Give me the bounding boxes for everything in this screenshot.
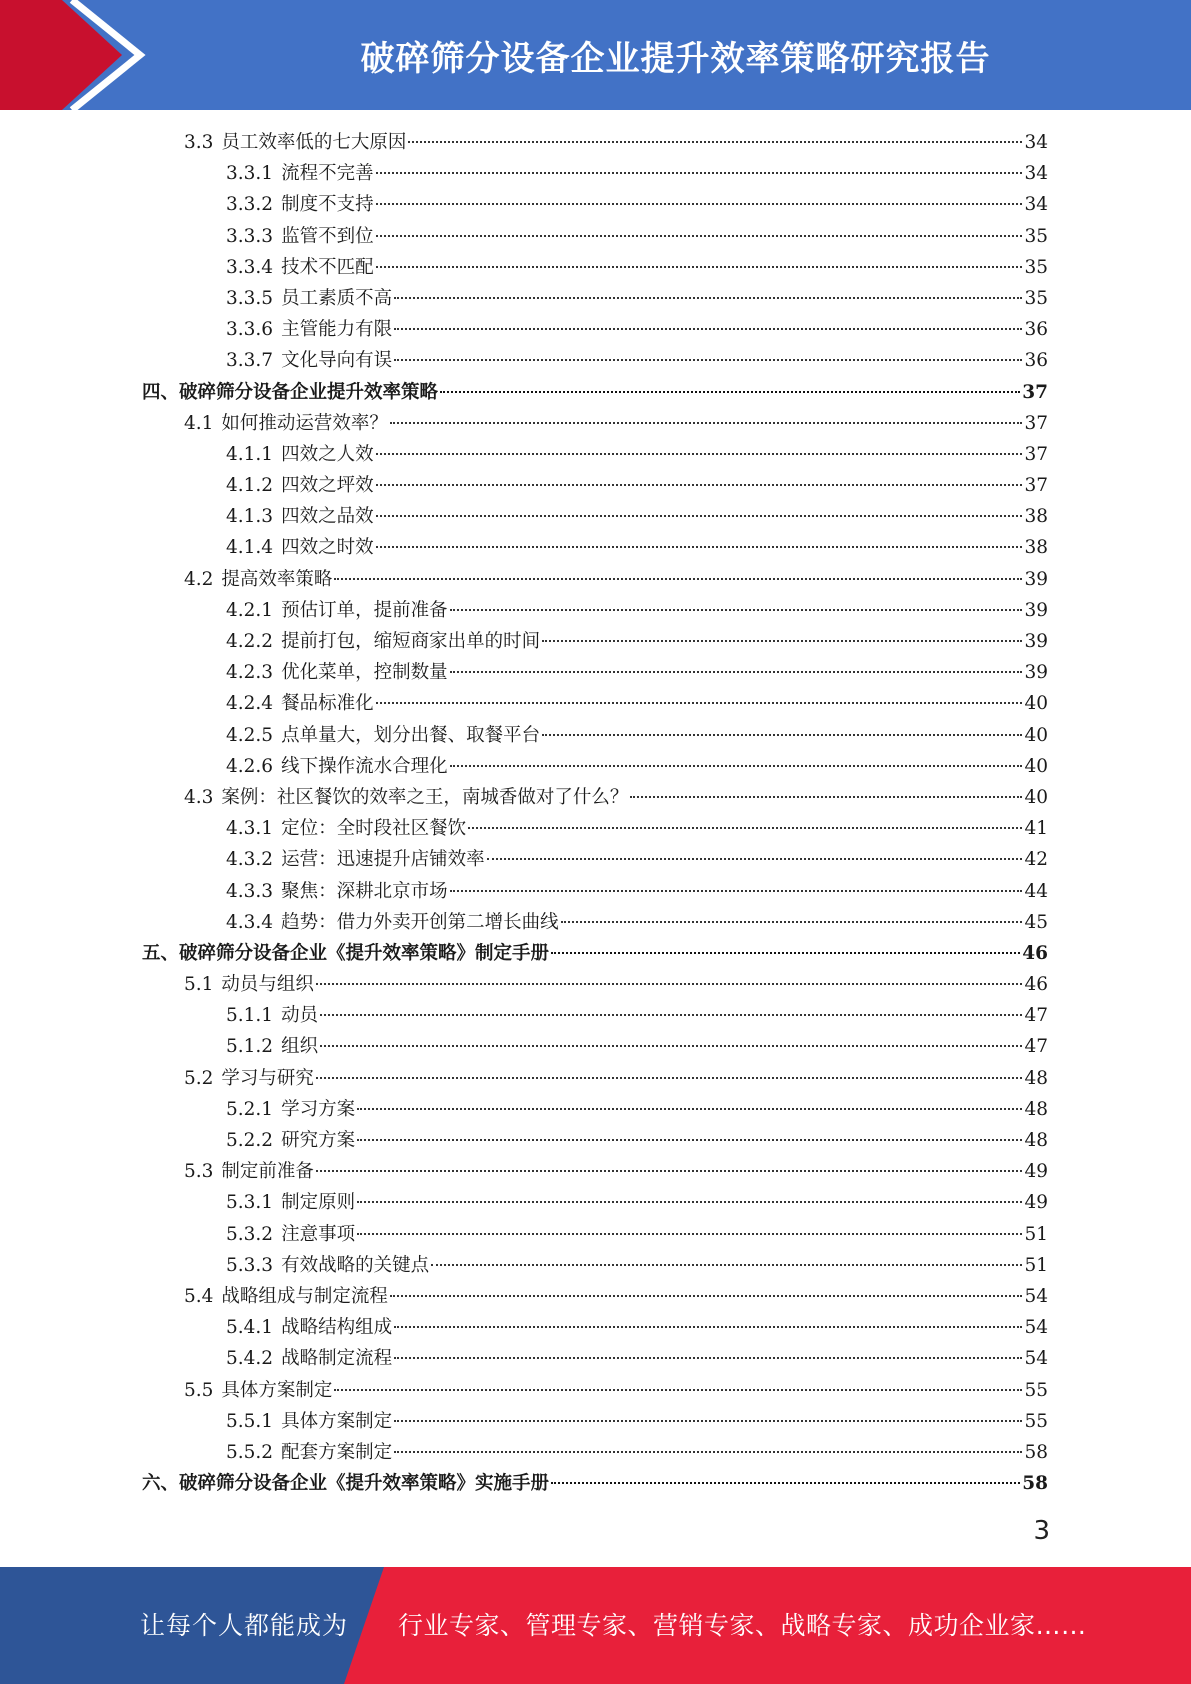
toc-entry-page: 49 <box>1024 1192 1048 1214</box>
toc-entry-title: 如何推动运营效率？ <box>221 412 388 434</box>
toc-dot-leader <box>320 1044 1022 1047</box>
toc-entry-title: 四效之时效 <box>281 537 374 559</box>
toc-entry-number: 4.3.4 <box>226 911 274 933</box>
toc-entry-number: 4.2 <box>184 568 214 590</box>
toc-dot-leader <box>376 514 1023 517</box>
toc-entry[interactable] <box>142 720 1048 751</box>
toc-entry-page: 45 <box>1024 911 1048 933</box>
toc-entry-title: 破碎筛分设备企业《提升效率策略》实施手册 <box>179 1473 550 1495</box>
toc-entry-title: 动员 <box>281 1005 319 1027</box>
toc-entry-number: 5.5.2 <box>226 1441 274 1463</box>
toc-entry-title: 战略结构组成 <box>281 1317 393 1339</box>
toc-entry-page: 58 <box>1022 1473 1048 1495</box>
toc-dot-leader <box>376 701 1023 704</box>
toc-entry-number: 5.2.1 <box>226 1098 274 1120</box>
toc-entry-title: 提前打包，缩短商家出单的时间 <box>281 631 541 652</box>
toc-entry-page: 38 <box>1024 506 1048 528</box>
toc-dot-leader <box>431 1263 1022 1266</box>
toc-entry[interactable] <box>142 564 1048 595</box>
toc-entry-number: 5.3.1 <box>226 1192 274 1214</box>
header-red-chevron <box>0 0 122 110</box>
toc-entry-number: 4.2.4 <box>226 693 274 715</box>
toc-entry[interactable] <box>142 377 1048 408</box>
toc-entry-title: 点单量大，划分出餐、取餐平台 <box>281 724 541 746</box>
toc-entry[interactable] <box>142 1063 1048 1094</box>
toc-dot-leader <box>450 889 1023 892</box>
toc-entry-number: 5.1.2 <box>226 1036 274 1058</box>
toc-entry-number: 3.3 <box>184 132 214 153</box>
toc-entry-title: 配套方案制定 <box>281 1441 393 1463</box>
toc-entry-page: 40 <box>1024 724 1048 746</box>
toc-entry-page: 46 <box>1022 942 1048 964</box>
toc-entry-number: 4.3.2 <box>226 849 274 871</box>
toc-entry[interactable] <box>142 1031 1048 1062</box>
toc-entry-number: 3.3.7 <box>226 350 274 372</box>
toc-entry[interactable] <box>142 408 1048 439</box>
toc-entry-number: 5.4.2 <box>226 1348 274 1370</box>
toc-entry-page: 51 <box>1024 1223 1048 1245</box>
toc-entry-title: 破碎筛分设备企业提升效率策略 <box>179 381 439 403</box>
toc-entry[interactable] <box>142 751 1048 782</box>
toc-entry-number: 4.2.6 <box>226 755 274 777</box>
toc-dot-leader <box>394 1419 1022 1422</box>
toc-entry-number: 3.3.4 <box>226 256 274 278</box>
toc-entry-number: 4.2.2 <box>226 631 274 652</box>
toc-dot-leader <box>376 265 1023 268</box>
toc-entry[interactable] <box>142 688 1048 719</box>
toc-entry-page: 48 <box>1024 1098 1048 1120</box>
toc-entry-number: 3.3.6 <box>226 319 274 341</box>
toc-entry-page: 34 <box>1024 194 1048 216</box>
toc-entry[interactable] <box>142 532 1048 563</box>
header-arrow-decoration <box>0 0 160 110</box>
toc-entry-page: 54 <box>1024 1285 1048 1307</box>
toc-entry-title: 制定前准备 <box>221 1161 314 1183</box>
toc-entry[interactable] <box>142 314 1048 345</box>
toc-entry-page: 37 <box>1024 412 1048 434</box>
toc-entry-number: 4.3 <box>184 786 214 808</box>
report-title: 破碎筛分设备企业提升效率策略研究报告 <box>360 38 991 79</box>
footer-banner <box>0 1567 1191 1684</box>
toc-entry-title: 战略制定流程 <box>281 1348 393 1370</box>
toc-dot-leader <box>450 608 1023 611</box>
toc-entry-number: 3.3.1 <box>226 163 274 185</box>
toc-entry-number: 5.3.2 <box>226 1223 274 1245</box>
toc-dot-leader <box>390 1294 1023 1297</box>
toc-dot-leader <box>376 483 1023 486</box>
toc-entry[interactable] <box>142 1187 1048 1218</box>
toc-dot-leader <box>394 1356 1022 1359</box>
toc-entry-number: 5.5.1 <box>226 1410 274 1432</box>
toc-entry[interactable] <box>142 876 1048 907</box>
toc-entry-page: 40 <box>1024 786 1048 808</box>
toc-dot-leader <box>394 296 1022 299</box>
toc-entry[interactable] <box>142 657 1048 688</box>
toc-dot-leader <box>487 857 1023 860</box>
footer-slogan-right: 行业专家、管理专家、营销专家、战略专家、成功企业家…… <box>398 1611 1087 1640</box>
toc-entry[interactable] <box>142 345 1048 376</box>
toc-entry-title: 员工素质不高 <box>281 287 393 309</box>
toc-dot-leader <box>561 920 1023 923</box>
table-of-contents <box>142 127 1048 1499</box>
toc-entry-page: 40 <box>1024 693 1048 715</box>
toc-entry-number: 4.1 <box>184 412 214 434</box>
toc-entry[interactable] <box>142 782 1048 813</box>
toc-dot-leader <box>542 733 1022 736</box>
toc-entry-page: 47 <box>1024 1036 1048 1058</box>
toc-entry-title: 优化菜单，控制数量 <box>281 662 448 684</box>
toc-dot-leader <box>440 390 1020 393</box>
toc-entry[interactable] <box>142 938 1048 969</box>
toc-entry-page: 55 <box>1024 1379 1048 1401</box>
toc-entry-title: 具体方案制定 <box>221 1379 333 1401</box>
toc-entry-page: 51 <box>1024 1254 1048 1276</box>
toc-dot-leader <box>357 1200 1022 1203</box>
toc-entry-number: 4.3.3 <box>226 880 274 902</box>
toc-dot-leader <box>316 982 1023 985</box>
toc-entry-number: 5.2 <box>184 1067 214 1089</box>
toc-entry[interactable] <box>142 844 1048 875</box>
toc-entry-number: 3.3.2 <box>226 194 274 216</box>
toc-entry[interactable] <box>142 470 1048 501</box>
toc-entry-page: 37 <box>1024 475 1048 497</box>
toc-entry-number: 4.3.1 <box>226 818 274 840</box>
toc-dot-leader <box>320 1013 1022 1016</box>
toc-entry-page: 35 <box>1024 287 1048 309</box>
toc-entry-number: 5.5 <box>184 1379 214 1401</box>
toc-entry-title: 监管不到位 <box>281 225 374 247</box>
toc-entry-page: 40 <box>1024 755 1048 777</box>
toc-entry[interactable] <box>142 1125 1048 1156</box>
toc-dot-leader <box>357 1107 1022 1110</box>
toc-entry-title: 聚焦：深耕北京市场 <box>281 880 448 902</box>
toc-dot-leader <box>334 577 1022 580</box>
toc-dot-leader <box>551 1481 1020 1484</box>
toc-dot-leader <box>394 327 1022 330</box>
toc-entry-number: 5.3.3 <box>226 1254 274 1276</box>
toc-entry-number: 4.1.1 <box>226 443 274 465</box>
toc-dot-leader <box>376 234 1023 237</box>
toc-entry-title: 注意事项 <box>281 1223 356 1245</box>
toc-entry-title: 具体方案制定 <box>281 1410 393 1432</box>
toc-entry-page: 34 <box>1024 163 1048 185</box>
toc-entry-page: 34 <box>1024 132 1048 153</box>
toc-dot-leader <box>408 140 1022 143</box>
toc-dot-leader <box>394 1325 1022 1328</box>
toc-entry-number: 5.1 <box>184 974 214 996</box>
toc-dot-leader <box>394 1450 1022 1453</box>
toc-entry[interactable] <box>142 1343 1048 1374</box>
toc-entry-title: 学习与研究 <box>221 1067 314 1089</box>
toc-entry[interactable] <box>142 1406 1048 1437</box>
toc-entry-title: 流程不完善 <box>281 163 374 185</box>
toc-entry-number: 4.2.3 <box>226 662 274 684</box>
toc-dot-leader <box>551 951 1020 954</box>
toc-entry-title: 案例：社区餐饮的效率之王，南城香做对了什么？ <box>221 786 629 808</box>
toc-entry-title: 战略组成与制定流程 <box>221 1285 388 1307</box>
toc-entry-page: 36 <box>1024 319 1048 341</box>
toc-entry-page: 39 <box>1024 599 1048 621</box>
toc-entry-title: 四效之品效 <box>281 506 374 528</box>
toc-entry[interactable] <box>142 189 1048 220</box>
toc-entry-page: 35 <box>1024 256 1048 278</box>
toc-entry-title: 预估订单，提前准备 <box>281 599 448 621</box>
toc-dot-leader <box>376 171 1023 174</box>
toc-entry-page: 39 <box>1024 631 1048 652</box>
toc-entry-title: 餐品标准化 <box>281 693 374 715</box>
toc-entry[interactable] <box>142 595 1048 626</box>
toc-entry-title: 四效之人效 <box>281 443 374 465</box>
toc-entry[interactable] <box>142 969 1048 1000</box>
toc-entry[interactable] <box>142 252 1048 283</box>
toc-entry-title: 制定原则 <box>281 1192 356 1214</box>
toc-entry-page: 48 <box>1024 1067 1048 1089</box>
toc-entry-number: 5.1.1 <box>226 1005 274 1027</box>
toc-entry[interactable] <box>142 813 1048 844</box>
toc-entry[interactable] <box>142 1219 1048 1250</box>
toc-entry-title: 线下操作流水合理化 <box>281 755 448 777</box>
toc-entry-page: 37 <box>1024 443 1048 465</box>
toc-entry-title: 趋势：借力外卖开创第二增长曲线 <box>281 911 559 933</box>
toc-entry[interactable] <box>142 1468 1048 1499</box>
toc-entry-title: 运营：迅速提升店铺效率 <box>281 849 485 871</box>
toc-entry-page: 37 <box>1022 381 1048 403</box>
toc-entry-page: 38 <box>1024 537 1048 559</box>
toc-entry[interactable] <box>142 626 1048 657</box>
toc-entry-page: 39 <box>1024 568 1048 590</box>
toc-entry[interactable] <box>142 907 1048 938</box>
toc-entry-page: 39 <box>1024 662 1048 684</box>
toc-entry[interactable] <box>142 283 1048 314</box>
toc-entry-number: 六、 <box>142 1473 180 1495</box>
toc-dot-leader <box>394 358 1022 361</box>
toc-entry-page: 44 <box>1024 880 1048 902</box>
toc-entry-number: 4.1.2 <box>226 475 274 497</box>
toc-entry-title: 四效之坪效 <box>281 475 374 497</box>
toc-entry[interactable] <box>142 1312 1048 1343</box>
toc-dot-leader <box>316 1169 1023 1172</box>
toc-entry-page: 42 <box>1024 849 1048 871</box>
toc-entry-number: 4.2.1 <box>226 599 274 621</box>
toc-entry-page: 49 <box>1024 1161 1048 1183</box>
toc-entry[interactable] <box>142 1250 1048 1281</box>
toc-entry-title: 制度不支持 <box>281 194 374 216</box>
toc-entry-title: 学习方案 <box>281 1098 356 1120</box>
toc-entry[interactable] <box>142 1281 1048 1312</box>
toc-entry-page: 55 <box>1024 1410 1048 1432</box>
toc-entry-page: 58 <box>1024 1441 1048 1463</box>
toc-dot-leader <box>450 764 1023 767</box>
toc-dot-leader <box>376 545 1023 548</box>
toc-entry-page: 54 <box>1024 1348 1048 1370</box>
toc-entry-number: 3.3.3 <box>226 225 274 247</box>
toc-entry[interactable] <box>142 127 1048 158</box>
toc-entry-page: 47 <box>1024 1005 1048 1027</box>
toc-entry-number: 5.3 <box>184 1161 214 1183</box>
toc-entry-number: 4.1.4 <box>226 537 274 559</box>
toc-entry-page: 46 <box>1024 974 1048 996</box>
toc-entry-page: 35 <box>1024 225 1048 247</box>
toc-dot-leader <box>468 826 1022 829</box>
toc-entry-title: 主管能力有限 <box>281 319 393 341</box>
toc-entry-title: 定位：全时段社区餐饮 <box>281 818 467 840</box>
toc-entry-title: 提高效率策略 <box>221 568 333 590</box>
toc-entry-page: 48 <box>1024 1130 1048 1151</box>
toc-entry[interactable] <box>142 1156 1048 1187</box>
toc-entry-number: 5.4.1 <box>226 1317 274 1339</box>
toc-entry-number: 3.3.5 <box>226 287 274 309</box>
header-bar <box>0 0 1191 110</box>
toc-entry[interactable] <box>142 158 1048 189</box>
toc-entry-number: 4.2.5 <box>226 724 274 746</box>
toc-entry-number: 5.4 <box>184 1285 214 1307</box>
toc-entry-title: 技术不匹配 <box>281 256 374 278</box>
toc-dot-leader <box>376 202 1023 205</box>
toc-entry-page: 41 <box>1024 818 1048 840</box>
toc-entry-title: 有效战略的关键点 <box>281 1254 430 1276</box>
toc-dot-leader <box>376 452 1023 455</box>
toc-entry-number: 五、 <box>142 942 180 964</box>
toc-dot-leader <box>357 1232 1022 1235</box>
footer-slogan-left: 让每个人都能成为 <box>140 1611 349 1640</box>
toc-dot-leader <box>334 1388 1022 1391</box>
toc-entry-number: 5.2.2 <box>226 1130 274 1151</box>
toc-dot-leader <box>450 670 1023 673</box>
toc-dot-leader <box>316 1076 1023 1079</box>
toc-entry-title: 研究方案 <box>281 1130 356 1151</box>
toc-entry[interactable] <box>142 221 1048 252</box>
toc-dot-leader <box>357 1138 1022 1141</box>
toc-entry[interactable] <box>142 1437 1048 1468</box>
toc-dot-leader <box>630 795 1022 798</box>
toc-entry[interactable] <box>142 1000 1048 1031</box>
toc-entry[interactable] <box>142 1094 1048 1125</box>
page-number: 3 <box>1033 1516 1050 1546</box>
toc-entry[interactable] <box>142 501 1048 532</box>
toc-entry-title: 员工效率低的七大原因 <box>221 132 407 153</box>
toc-entry-title: 文化导向有误 <box>281 350 393 372</box>
toc-entry-title: 破碎筛分设备企业《提升效率策略》制定手册 <box>179 942 550 964</box>
toc-entry-number: 四、 <box>142 381 180 403</box>
toc-entry-number: 4.1.3 <box>226 506 274 528</box>
toc-entry-page: 36 <box>1024 350 1048 372</box>
toc-entry-page: 54 <box>1024 1317 1048 1339</box>
toc-entry-title: 动员与组织 <box>221 974 314 996</box>
toc-dot-leader <box>390 421 1023 424</box>
toc-entry-title: 组织 <box>281 1036 319 1058</box>
toc-dot-leader <box>542 639 1022 642</box>
toc-entry[interactable] <box>142 1375 1048 1406</box>
toc-entry[interactable] <box>142 439 1048 470</box>
